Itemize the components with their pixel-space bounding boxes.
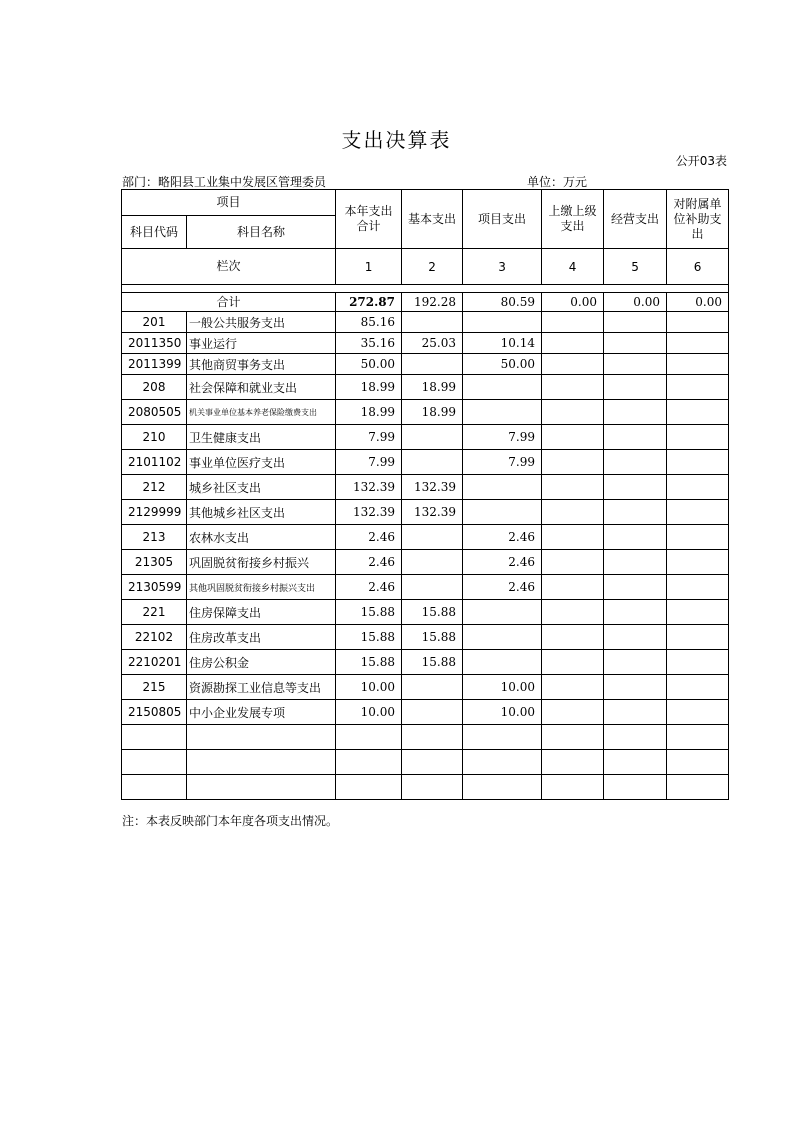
subject-code: 2011350 [122, 333, 187, 354]
subject-code: 213 [122, 525, 187, 550]
subsidy-amount [667, 525, 729, 550]
operating-amount [604, 675, 667, 700]
empty-cell [604, 725, 667, 750]
project-amount: 2.46 [463, 575, 542, 600]
total-amount: 10.00 [336, 700, 402, 725]
row-gap [122, 285, 729, 293]
empty-cell [402, 725, 463, 750]
table-row [122, 650, 729, 675]
empty-row [122, 725, 729, 750]
table-row [122, 333, 729, 354]
total-amount: 18.99 [336, 375, 402, 400]
upper-amount [542, 333, 604, 354]
empty-cell [336, 775, 402, 800]
total-amount: 132.39 [336, 475, 402, 500]
subject-code: 21305 [122, 550, 187, 575]
subsidy-amount [667, 475, 729, 500]
column-number: 5 [604, 249, 667, 285]
table-row [122, 400, 729, 425]
total-amount: 15.88 [336, 650, 402, 675]
empty-cell [667, 750, 729, 775]
empty-cell [336, 750, 402, 775]
table-row [122, 525, 729, 550]
project-amount: 2.46 [463, 550, 542, 575]
empty-cell [187, 750, 336, 775]
total-value: 80.59 [463, 293, 542, 312]
basic-amount [402, 312, 463, 333]
empty-cell [542, 775, 604, 800]
project-amount [463, 625, 542, 650]
form-id: 公开03表 [675, 154, 727, 168]
table-row [122, 312, 729, 333]
operating-amount [604, 312, 667, 333]
column-number-row [122, 249, 729, 285]
project-amount: 50.00 [463, 354, 542, 375]
subject-name: 资源勘探工业信息等支出 [187, 675, 336, 700]
total-amount: 2.46 [336, 525, 402, 550]
total-amount: 132.39 [336, 500, 402, 525]
subject-code: 2129999 [122, 500, 187, 525]
subject-name: 其他城乡社区支出 [187, 500, 336, 525]
table-row [122, 625, 729, 650]
project-amount [463, 375, 542, 400]
upper-amount [542, 475, 604, 500]
operating-amount [604, 600, 667, 625]
upper-amount [542, 525, 604, 550]
basic-amount [402, 675, 463, 700]
subject-name: 其他巩固脱贫衔接乡村振兴支出 [187, 575, 336, 600]
basic-amount [402, 700, 463, 725]
table-row [122, 500, 729, 525]
project-amount [463, 650, 542, 675]
total-value: 0.00 [604, 293, 667, 312]
subject-name: 住房改革支出 [187, 625, 336, 650]
total-amount: 7.99 [336, 425, 402, 450]
header-total: 本年支出合计 [336, 190, 402, 249]
header-name: 科目名称 [187, 216, 336, 249]
subject-name: 事业单位医疗支出 [187, 450, 336, 475]
subject-code: 2150805 [122, 700, 187, 725]
project-amount: 7.99 [463, 425, 542, 450]
empty-cell [463, 725, 542, 750]
empty-cell [336, 725, 402, 750]
basic-amount [402, 575, 463, 600]
subject-name: 机关事业单位基本养老保险缴费支出 [187, 400, 336, 425]
subject-code: 22102 [122, 625, 187, 650]
total-amount: 50.00 [336, 354, 402, 375]
upper-amount [542, 650, 604, 675]
operating-amount [604, 333, 667, 354]
subsidy-amount [667, 400, 729, 425]
footnote: 注：本表反映部门本年度各项支出情况。 [122, 814, 339, 828]
column-number: 6 [667, 249, 729, 285]
subsidy-amount [667, 575, 729, 600]
upper-amount [542, 400, 604, 425]
subject-name: 巩固脱贫衔接乡村振兴 [187, 550, 336, 575]
empty-cell [187, 775, 336, 800]
basic-amount [402, 425, 463, 450]
operating-amount [604, 550, 667, 575]
table-row [122, 475, 729, 500]
empty-cell [463, 775, 542, 800]
operating-amount [604, 650, 667, 675]
empty-cell [604, 775, 667, 800]
project-amount: 10.00 [463, 675, 542, 700]
project-amount: 2.46 [463, 525, 542, 550]
project-amount [463, 312, 542, 333]
expenditure-table [121, 189, 729, 800]
subsidy-amount [667, 333, 729, 354]
subject-name: 其他商贸事务支出 [187, 354, 336, 375]
header-upper: 上缴上级支出 [542, 190, 604, 249]
operating-amount [604, 354, 667, 375]
operating-amount [604, 375, 667, 400]
subsidy-amount [667, 600, 729, 625]
empty-cell [667, 725, 729, 750]
subject-code: 2101102 [122, 450, 187, 475]
table-row [122, 425, 729, 450]
empty-cell [542, 725, 604, 750]
total-amount: 15.88 [336, 600, 402, 625]
subject-code: 221 [122, 600, 187, 625]
total-amount: 2.46 [336, 575, 402, 600]
header-operating: 经营支出 [604, 190, 667, 249]
table-row [122, 675, 729, 700]
header-project: 项目支出 [463, 190, 542, 249]
total-amount: 10.00 [336, 675, 402, 700]
subject-code: 2080505 [122, 400, 187, 425]
total-amount: 15.88 [336, 625, 402, 650]
subject-code: 2130599 [122, 575, 187, 600]
empty-cell [604, 750, 667, 775]
subsidy-amount [667, 675, 729, 700]
subsidy-amount [667, 425, 729, 450]
subject-code: 212 [122, 475, 187, 500]
table-row [122, 575, 729, 600]
subject-code: 2011399 [122, 354, 187, 375]
table-row [122, 700, 729, 725]
page-title: 支出决算表 [341, 128, 452, 152]
basic-amount: 18.99 [402, 400, 463, 425]
total-value: 0.00 [667, 293, 729, 312]
column-number: 1 [336, 249, 402, 285]
operating-amount [604, 625, 667, 650]
subsidy-amount [667, 550, 729, 575]
table-row [122, 450, 729, 475]
upper-amount [542, 575, 604, 600]
subsidy-amount [667, 650, 729, 675]
basic-amount [402, 450, 463, 475]
operating-amount [604, 450, 667, 475]
subject-code: 215 [122, 675, 187, 700]
empty-cell [402, 775, 463, 800]
empty-cell [463, 750, 542, 775]
subject-name: 城乡社区支出 [187, 475, 336, 500]
operating-amount [604, 400, 667, 425]
header-basic: 基本支出 [402, 190, 463, 249]
table-row [122, 550, 729, 575]
basic-amount: 132.39 [402, 475, 463, 500]
subject-name: 一般公共服务支出 [187, 312, 336, 333]
basic-amount: 15.88 [402, 650, 463, 675]
subject-name: 农林水支出 [187, 525, 336, 550]
subject-name: 事业运行 [187, 333, 336, 354]
header-item: 项目 [122, 190, 336, 216]
subject-code: 201 [122, 312, 187, 333]
operating-amount [604, 575, 667, 600]
total-value: 272.87 [336, 293, 402, 312]
table-row [122, 354, 729, 375]
empty-cell [122, 750, 187, 775]
subject-code: 210 [122, 425, 187, 450]
basic-amount: 15.88 [402, 600, 463, 625]
subsidy-amount [667, 450, 729, 475]
upper-amount [542, 354, 604, 375]
total-label: 合计 [122, 293, 336, 312]
subsidy-amount [667, 375, 729, 400]
upper-amount [542, 500, 604, 525]
upper-amount [542, 375, 604, 400]
project-amount [463, 600, 542, 625]
project-amount: 10.14 [463, 333, 542, 354]
empty-cell [542, 750, 604, 775]
project-amount [463, 400, 542, 425]
header-subsidy: 对附属单位补助支出 [667, 190, 729, 249]
subject-name: 社会保障和就业支出 [187, 375, 336, 400]
column-number: 2 [402, 249, 463, 285]
upper-amount [542, 450, 604, 475]
column-number: 3 [463, 249, 542, 285]
total-row [122, 293, 729, 312]
subject-code: 208 [122, 375, 187, 400]
total-amount: 35.16 [336, 333, 402, 354]
upper-amount [542, 550, 604, 575]
department-label: 部门：略阳县工业集中发展区管理委员 [122, 175, 327, 189]
subject-name: 中小企业发展专项 [187, 700, 336, 725]
project-amount: 10.00 [463, 700, 542, 725]
empty-row [122, 750, 729, 775]
basic-amount: 132.39 [402, 500, 463, 525]
total-amount: 2.46 [336, 550, 402, 575]
subject-name: 卫生健康支出 [187, 425, 336, 450]
upper-amount [542, 625, 604, 650]
upper-amount [542, 700, 604, 725]
total-amount: 85.16 [336, 312, 402, 333]
total-amount: 18.99 [336, 400, 402, 425]
total-amount: 7.99 [336, 450, 402, 475]
subsidy-amount [667, 354, 729, 375]
empty-cell [187, 725, 336, 750]
subsidy-amount [667, 312, 729, 333]
subsidy-amount [667, 625, 729, 650]
table-row [122, 600, 729, 625]
total-value: 192.28 [402, 293, 463, 312]
subject-name: 住房保障支出 [187, 600, 336, 625]
upper-amount [542, 425, 604, 450]
basic-amount: 15.88 [402, 625, 463, 650]
project-amount [463, 475, 542, 500]
unit-label: 单位：万元 [527, 175, 588, 189]
basic-amount [402, 354, 463, 375]
basic-amount: 18.99 [402, 375, 463, 400]
basic-amount: 25.03 [402, 333, 463, 354]
table-row [122, 375, 729, 400]
column-number: 4 [542, 249, 604, 285]
upper-amount [542, 312, 604, 333]
subsidy-amount [667, 500, 729, 525]
empty-row [122, 775, 729, 800]
project-amount: 7.99 [463, 450, 542, 475]
basic-amount [402, 525, 463, 550]
upper-amount [542, 600, 604, 625]
total-value: 0.00 [542, 293, 604, 312]
subject-name: 住房公积金 [187, 650, 336, 675]
header-code: 科目代码 [122, 216, 187, 249]
project-amount [463, 500, 542, 525]
empty-cell [402, 750, 463, 775]
upper-amount [542, 675, 604, 700]
operating-amount [604, 475, 667, 500]
basic-amount [402, 550, 463, 575]
operating-amount [604, 525, 667, 550]
empty-cell [122, 775, 187, 800]
operating-amount [604, 700, 667, 725]
operating-amount [604, 500, 667, 525]
empty-cell [122, 725, 187, 750]
subsidy-amount [667, 700, 729, 725]
operating-amount [604, 425, 667, 450]
subject-code: 2210201 [122, 650, 187, 675]
empty-cell [667, 775, 729, 800]
column-label: 栏次 [122, 249, 336, 285]
